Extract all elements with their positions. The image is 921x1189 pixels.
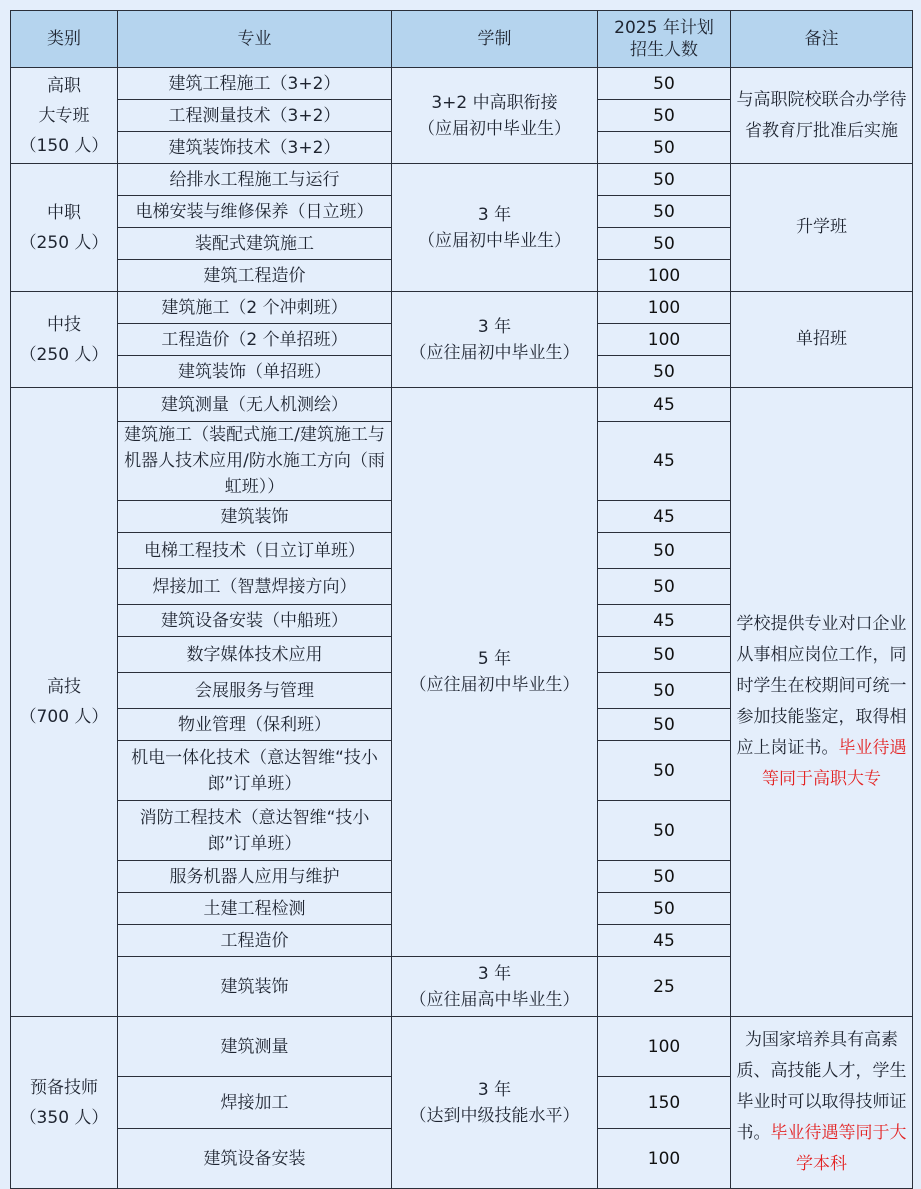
duration-line: 5 年 (477, 649, 512, 669)
major-cell: 建筑设备安装 (118, 1129, 392, 1189)
major-cell: 建筑施工（2 个冲刺班） (118, 292, 392, 324)
table-body (11, 68, 913, 1189)
plan-count-cell: 45 (598, 605, 731, 637)
major-cell: 建筑工程造价 (118, 260, 392, 292)
major-cell: 电梯工程技术（日立订单班） (118, 533, 392, 569)
plan-count-cell: 45 (598, 501, 731, 533)
major-cell: 建筑施工（装配式施工/建筑施工与机器人技术应用/防水施工方向（雨虹班）） (118, 422, 392, 501)
remarks-text: 学校提供专业对口企业从事相应岗位工作，同时学生在校期间可统一参加技能鉴定，取得相应上岗证书。 (736, 614, 907, 758)
category-line: （150 人） (19, 135, 109, 156)
category-line: 高职 (47, 75, 81, 96)
remarks-text: 与高职院校联合办学待省教育厅批准后实施 (736, 89, 907, 141)
remarks-highlight: 毕业待遇等同于高职大专 (762, 738, 907, 789)
major-cell: 建筑工程施工（3+2） (118, 68, 392, 100)
remarks-text: 升学班 (796, 217, 847, 237)
duration-line: 3 年 (477, 316, 512, 337)
remarks-cell (731, 68, 913, 164)
enrollment-plan-table (10, 10, 913, 1189)
major-cell: 建筑测量 (118, 1017, 392, 1077)
major-cell: 焊接加工 (118, 1077, 392, 1129)
plan-count-cell: 50 (598, 893, 731, 925)
table-row (11, 292, 913, 324)
category-cell (11, 68, 118, 164)
table-header-row (11, 11, 913, 68)
major-cell: 数字媒体技术应用 (118, 637, 392, 673)
category-line: （700 人） (19, 707, 109, 727)
duration-cell (392, 164, 598, 292)
plan-count-cell: 45 (598, 422, 731, 501)
duration-line: （应往届高中毕业生） (409, 989, 580, 1010)
remarks-cell (731, 388, 913, 1017)
category-line: （250 人） (19, 232, 109, 253)
major-cell: 电梯安装与维修保养（日立班） (118, 196, 392, 228)
category-cell (11, 1017, 118, 1189)
plan-count-cell: 45 (598, 388, 731, 422)
major-cell: 建筑装饰（单招班） (118, 356, 392, 388)
remarks-cell (731, 1017, 913, 1189)
category-line: 预备技师 (30, 1077, 98, 1098)
major-cell: 给排水工程施工与运行 (118, 164, 392, 196)
major-cell: 机电一体化技术（意达智维“技小郎”订单班） (118, 741, 392, 801)
major-cell: 建筑设备安装（中船班） (118, 605, 392, 637)
remarks-cell (731, 292, 913, 388)
major-cell: 服务机器人应用与维护 (118, 861, 392, 893)
category-line: 高技 (47, 677, 81, 697)
plan-count-cell: 50 (598, 741, 731, 801)
duration-cell (392, 68, 598, 164)
category-cell (11, 292, 118, 388)
major-cell: 物业管理（保利班） (118, 709, 392, 741)
plan-count-cell: 50 (598, 801, 731, 861)
plan-count-cell: 50 (598, 164, 731, 196)
duration-line: （应往届初中毕业生） (409, 342, 580, 363)
major-cell: 焊接加工（智慧焊接方向） (118, 569, 392, 605)
plan-count-cell: 150 (598, 1077, 731, 1129)
duration-line: （应届初中毕业生） (418, 230, 571, 251)
duration-line: （应届初中毕业生） (418, 118, 571, 139)
duration-line: 3 年 (477, 204, 512, 225)
major-cell: 建筑装饰 (118, 957, 392, 1017)
header-remarks: 备注 (731, 11, 913, 68)
major-cell: 装配式建筑施工 (118, 228, 392, 260)
duration-line: （应往届初中毕业生） (409, 675, 580, 695)
header-major: 专业 (118, 11, 392, 68)
major-cell: 工程造价（2 个单招班） (118, 324, 392, 356)
major-cell: 消防工程技术（意达智维“技小郎”订单班） (118, 801, 392, 861)
plan-count-cell: 50 (598, 637, 731, 673)
duration-cell (392, 1017, 598, 1189)
table-row (11, 164, 913, 196)
category-line: （250 人） (19, 344, 109, 365)
plan-count-cell: 50 (598, 709, 731, 741)
major-cell: 建筑装饰技术（3+2） (118, 132, 392, 164)
plan-count-cell: 50 (598, 100, 731, 132)
duration-cell (392, 292, 598, 388)
table-row (11, 388, 913, 422)
plan-count-cell: 100 (598, 260, 731, 292)
header-duration: 学制 (392, 11, 598, 68)
category-cell (11, 164, 118, 292)
plan-count-cell: 50 (598, 228, 731, 260)
duration-line: （达到中级技能水平） (409, 1105, 580, 1126)
category-line: 大专班 (38, 105, 90, 126)
duration-line: 3 年 (477, 1079, 512, 1100)
major-cell: 会展服务与管理 (118, 673, 392, 709)
table-row (11, 68, 913, 100)
plan-count-cell: 50 (598, 673, 731, 709)
category-cell (11, 388, 118, 1017)
duration-cell (392, 957, 598, 1017)
major-cell: 土建工程检测 (118, 893, 392, 925)
plan-count-cell: 50 (598, 132, 731, 164)
plan-count-cell: 50 (598, 861, 731, 893)
header-category: 类别 (11, 11, 118, 68)
plan-count-cell: 50 (598, 356, 731, 388)
category-line: 中职 (47, 202, 81, 223)
plan-count-cell: 100 (598, 292, 731, 324)
header-plan-count (598, 11, 731, 68)
category-line: 中技 (47, 314, 81, 335)
major-cell: 工程测量技术（3+2） (118, 100, 392, 132)
remarks-highlight: 毕业待遇等同于大学本科 (770, 1123, 907, 1174)
plan-count-cell: 45 (598, 925, 731, 957)
duration-cell (392, 388, 598, 957)
plan-count-cell: 50 (598, 196, 731, 228)
remarks-cell (731, 164, 913, 292)
plan-count-cell: 100 (598, 324, 731, 356)
remarks-text: 单招班 (796, 329, 847, 349)
header-plan-line2: 招生人数 (630, 40, 698, 60)
plan-count-cell: 100 (598, 1129, 731, 1189)
plan-count-cell: 50 (598, 68, 731, 100)
plan-count-cell: 50 (598, 533, 731, 569)
major-cell: 建筑装饰 (118, 501, 392, 533)
plan-count-cell: 100 (598, 1017, 731, 1077)
remarks-text: 为国家培养具有高素质、高技能人才，学生毕业时可以取得技师证书。 (736, 1030, 907, 1143)
header-plan-line1: 2025 年计划 (614, 18, 714, 38)
category-line: （350 人） (19, 1107, 109, 1128)
duration-line: 3+2 中高职衔接 (431, 92, 558, 113)
duration-line: 3 年 (477, 963, 512, 984)
plan-count-cell: 25 (598, 957, 731, 1017)
table-row (11, 1017, 913, 1077)
major-cell: 工程造价 (118, 925, 392, 957)
plan-count-cell: 50 (598, 569, 731, 605)
major-cell: 建筑测量（无人机测绘） (118, 388, 392, 422)
